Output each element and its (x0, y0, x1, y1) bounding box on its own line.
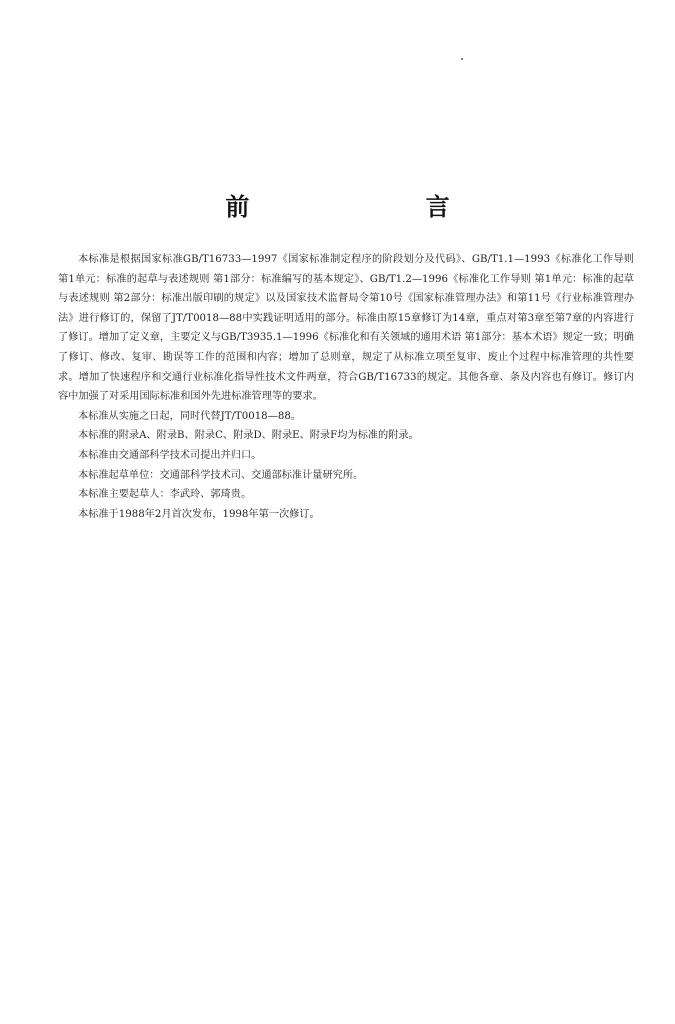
scan-speck (461, 58, 463, 60)
foreword-body (58, 250, 634, 524)
paragraph-history: 本标准于1988年2月首次发布，1998年第一次修订。 (78, 508, 320, 520)
page-title: 前 言 (225, 193, 534, 221)
paragraph-appendices: 本标准的附录A、附录B、附录C、附录D、附录E、附录F均为标准的附录。 (78, 430, 419, 442)
paragraph-drafting-units: 本标准起草单位：交通部科学技术司、交通部标准计量研究所。 (78, 469, 364, 481)
paragraph-drafters: 本标准主要起草人：李武玲、郭琦贵。 (78, 489, 252, 501)
paragraph-proposer: 本标准由交通部科学技术司提出并归口。 (78, 449, 262, 461)
paragraph-main: 本标准是根据国家标准GB/T16733—1997《国家标准制定程序的阶段划分及代码》、GB/T1.1—1993《标准化工作导则 第1单元：标准的起草与表述规则 第1部分：标准编写的基本规定》、GB/T1.2—1996《标准化工作导则 第1单元：标准的起草与表述规则 第2部分：标准出版印刷的规定》以及国家技术监督局令第10号《国家标准管理办法》和第11号《行业标准管理办法》进行修订的，保留了JT/T0018—88中实践证明适用的部分。标准由原15章修订为14章，重点对第3章至第7章的内容进行了修订。增加了定义章，主要定义与GB/T3935.1—1996《标准化和有关领域的通用术语 第1部分：基本术语》规定一致；明确了修订、修改、复审、勘误等工作的范围和内容；增加了总则章，规定了从标准立项至复审、废止个过程中标准管理的共性要求。增加了快速程序和交通行业标准化指导性技术文件两章，符合GB/T16733的规定。其他各章、条及内容也有修订。修订内容中加强了对采用国际标准和国外先进标准管理等的要求。 (58, 254, 634, 403)
paragraph-replacement: 本标准从实施之日起，同时代替JT/T0018—88。 (78, 410, 301, 422)
